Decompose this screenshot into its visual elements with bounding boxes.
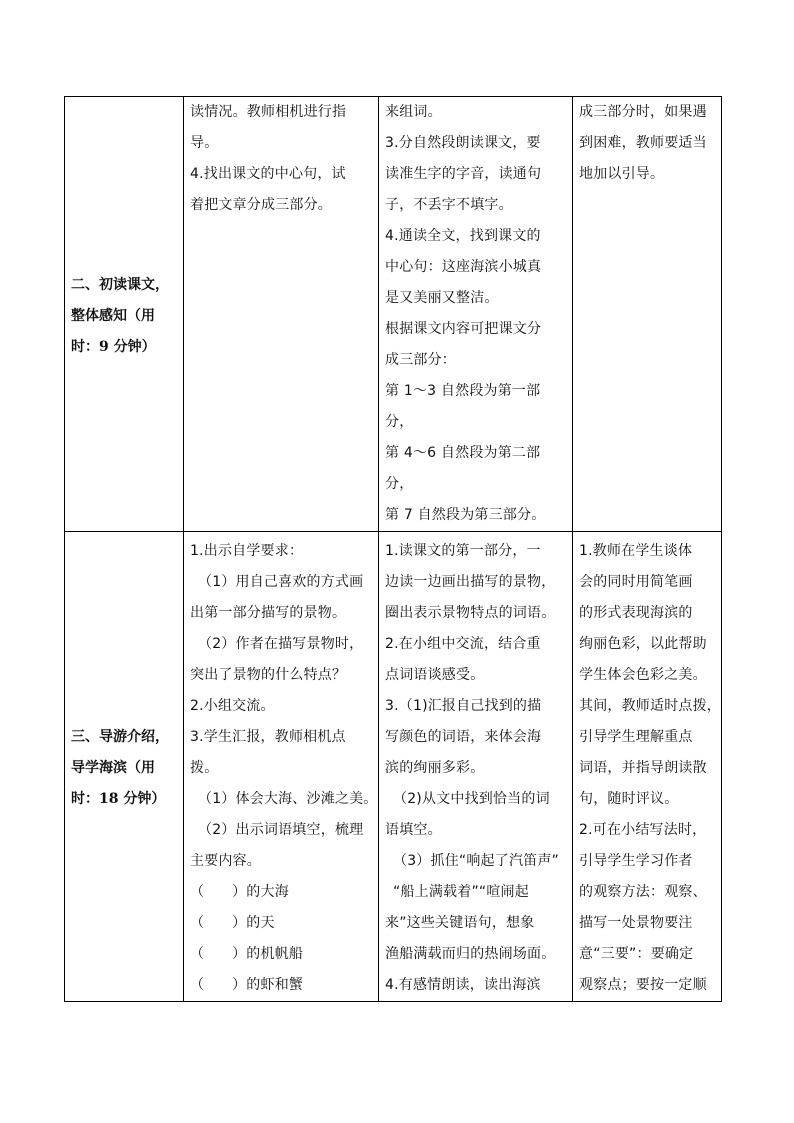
text-line: 成三部分： bbox=[385, 352, 456, 368]
text-line: （3）抓住“响起了汽笛声” bbox=[393, 853, 560, 869]
text-line: 写颜色的词语，来体会海 bbox=[385, 729, 542, 745]
text-line: 是又美丽又整洁。 bbox=[385, 290, 499, 306]
text-line: 分， bbox=[385, 476, 414, 492]
text-line: 到困难，教师要适当 bbox=[579, 135, 707, 151]
student-activity-cell bbox=[379, 532, 573, 1002]
text-line: 词语，并指导朗读散 bbox=[579, 760, 707, 776]
text-line: 拨。 bbox=[190, 760, 219, 776]
text-line: 引导学生学习作者 bbox=[579, 853, 693, 869]
text-line: 地加以引导。 bbox=[579, 166, 665, 182]
text-line: 读情况。教师相机进行指 bbox=[190, 104, 347, 120]
teacher-activity-cell bbox=[184, 97, 379, 532]
lesson-plan-table bbox=[64, 96, 722, 1002]
text-line: 滨的绚丽多彩。 bbox=[385, 760, 485, 776]
fill-blank-line: （ ）的天 bbox=[190, 915, 275, 931]
stage-line: 整体感知（用 bbox=[71, 307, 155, 324]
text-line: 句，随时评议。 bbox=[579, 791, 679, 807]
text-line: （2）出示词语填空，梳理 bbox=[198, 822, 364, 838]
text-line: 读准生字的字音，读通句 bbox=[385, 166, 542, 182]
text-line: 中心句：这座海滨小城真 bbox=[385, 259, 542, 275]
text-line: （1）体会大海、沙滩之美。 bbox=[198, 791, 378, 807]
fill-blank-line: （ ）的机帆船 bbox=[190, 946, 304, 962]
design-notes-cell bbox=[573, 97, 722, 532]
text-line: 1.教师在学生谈体 bbox=[579, 543, 693, 559]
text-line: 出第一部分描写的景物。 bbox=[190, 605, 347, 621]
text-line: 学生体会色彩之美。 bbox=[579, 667, 707, 683]
text-line: 4.有感情朗读，读出海滨 bbox=[385, 977, 541, 993]
fill-blank-line: （ ）的虾和蟹 bbox=[190, 977, 304, 993]
text-line: 4.找出课文的中心句，试 bbox=[190, 166, 346, 182]
design-notes-cell bbox=[573, 532, 722, 1002]
text-line: 2.小组交流。 bbox=[190, 698, 275, 714]
text-line: 绚丽色彩，以此帮助 bbox=[579, 636, 707, 652]
text-line: 根据课文内容可把课文分 bbox=[385, 321, 542, 337]
text-line: 突出了景物的什么特点？ bbox=[190, 667, 347, 683]
student-activity-cell bbox=[379, 97, 573, 532]
text-line: 3.学生汇报，教师相机点 bbox=[190, 729, 346, 745]
stage-line: 二、初读课文， bbox=[71, 276, 169, 293]
text-line: 第 4～6 自然段为第二部 bbox=[385, 445, 541, 461]
fill-blank-line: （ ）的大海 bbox=[190, 884, 289, 900]
text-line: 来组词。 bbox=[385, 104, 442, 120]
stage-line: 时：9 分钟） bbox=[71, 338, 156, 355]
stage-cell bbox=[65, 97, 184, 532]
text-line: 观察点；要按一定顺 bbox=[579, 977, 707, 993]
text-line: 第 7 自然段为第三部分。 bbox=[385, 507, 546, 523]
text-line: 4.通读全文，找到课文的 bbox=[385, 228, 541, 244]
stage-line: 时：18 分钟） bbox=[71, 791, 166, 807]
text-line: 引导学生理解重点 bbox=[579, 729, 693, 745]
text-line: 3.（1)汇报自己找到的描 bbox=[385, 698, 542, 714]
text-line: 意“三要”：要确定 bbox=[579, 946, 694, 962]
text-line: 来”这些关键语句，想象 bbox=[385, 915, 535, 931]
text-line: 描写一处景物要注 bbox=[579, 915, 693, 931]
text-line: 分， bbox=[385, 414, 414, 430]
text-line: 主要内容。 bbox=[190, 853, 261, 869]
text-line: （1）用自己喜欢的方式画 bbox=[198, 574, 364, 590]
stage-line: 导学海滨（用 bbox=[71, 760, 155, 776]
text-line: 边读一边画出描写的景物， bbox=[385, 574, 556, 590]
text-line: 的观察方法：观察、 bbox=[579, 884, 707, 900]
text-line: 1.出示自学要求： bbox=[190, 543, 304, 559]
text-line: （2）作者在描写景物时， bbox=[198, 636, 364, 652]
table-row-guided-tour bbox=[65, 532, 722, 1002]
text-line: 点词语谈感受。 bbox=[385, 667, 485, 683]
text-line: 成三部分时，如果遇 bbox=[579, 104, 707, 120]
text-line: 圈出表示景物特点的词语。 bbox=[385, 605, 556, 621]
text-line: 其间，教师适时点拨， bbox=[579, 698, 721, 714]
text-line: 1.读课文的第一部分，一 bbox=[385, 543, 541, 559]
text-line: 子，不丢字不填字。 bbox=[385, 197, 513, 213]
stage-line: 三、导游介绍， bbox=[71, 729, 169, 745]
teacher-activity-cell bbox=[184, 532, 379, 1002]
text-line: 着把文章分成三部分。 bbox=[190, 197, 332, 213]
text-line: “船上满载着”“喧闹起 bbox=[393, 884, 529, 900]
table-row-initial-reading bbox=[65, 97, 722, 532]
text-line: 渔船满载而归的热闹场面。 bbox=[385, 946, 556, 962]
text-line: 的形式表现海滨的 bbox=[579, 605, 693, 621]
text-line: （2)从文中找到恰当的词 bbox=[393, 791, 550, 807]
text-line: 导。 bbox=[190, 135, 219, 151]
stage-cell bbox=[65, 532, 184, 1002]
text-line: 2.可在小结写法时， bbox=[579, 822, 707, 838]
text-line: 3.分自然段朗读课文，要 bbox=[385, 135, 541, 151]
text-line: 会的同时用简笔画 bbox=[579, 574, 693, 590]
text-line: 第 1～3 自然段为第一部 bbox=[385, 383, 541, 399]
text-line: 语填空。 bbox=[385, 822, 442, 838]
text-line: 2.在小组中交流，结合重 bbox=[385, 636, 541, 652]
